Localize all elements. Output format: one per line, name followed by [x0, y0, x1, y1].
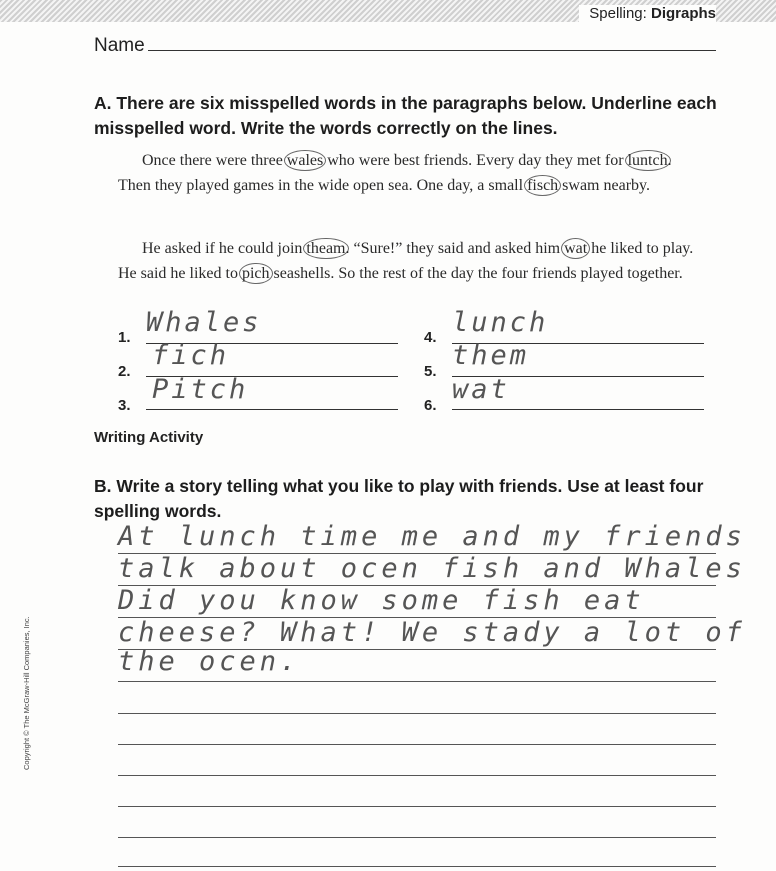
handwritten-story-line[interactable]: talk about ocen fish and Whales	[118, 553, 746, 584]
answer-line	[452, 409, 704, 410]
section-a-instruction: A. There are six misspelled words in the paragraphs below. Underline each misspelled word. Write the words correctly on the lines.	[94, 93, 717, 138]
header-subject: Spelling:	[589, 5, 647, 22]
misspelled-word: theam	[303, 238, 348, 259]
handwritten-story-line[interactable]: At lunch time me and my friends	[118, 521, 746, 552]
handwritten-answer[interactable]: them	[452, 340, 530, 371]
writing-line	[118, 806, 716, 807]
answer-number: 3.	[118, 397, 131, 414]
handwritten-answer[interactable]: lunch	[452, 307, 549, 338]
writing-line	[118, 713, 716, 714]
handwritten-answer[interactable]: Whales	[146, 307, 262, 338]
answer-line	[146, 409, 398, 410]
writing-line	[118, 775, 716, 776]
name-field-line	[148, 50, 716, 51]
answer-number: 4.	[424, 329, 437, 346]
writing-line	[118, 681, 716, 682]
writing-line	[118, 837, 716, 838]
story-paragraph-1: Once there were three wales who were best friends. Every day they met for luntch. Then they played games in the wide open sea. One day, a small fisch swam nearby.	[118, 152, 672, 194]
answer-number: 1.	[118, 329, 131, 346]
handwritten-answer[interactable]: fich	[152, 340, 230, 371]
page-header	[579, 5, 716, 22]
misspelled-word: wales	[284, 150, 326, 171]
writing-line	[118, 744, 716, 745]
misspelled-word: wat	[561, 238, 590, 259]
misspelled-word: luntch	[625, 150, 671, 171]
writing-activity-heading: Writing Activity	[94, 429, 204, 446]
copyright-notice: Copyright © The McGraw-Hill Companies, Inc.	[22, 616, 31, 770]
header-topic: Digraphs	[650, 5, 716, 22]
answer-number: 6.	[424, 397, 437, 414]
misspelled-word: fisch	[524, 175, 561, 196]
writing-line	[118, 866, 716, 867]
answer-number: 2.	[118, 363, 131, 380]
story-paragraph-2: He asked if he could join theam. “Sure!” they said and asked him wat he liked to play. He said he liked to pich seashells. So the rest of the day the four friends played together.	[118, 240, 694, 282]
section-b-instruction: B. Write a story telling what you like to play with friends. Use at least four spelling words.	[94, 476, 704, 521]
handwritten-story-line[interactable]: Did you know some fish eat	[118, 585, 645, 616]
answer-number: 5.	[424, 363, 437, 380]
misspelled-word: pich	[239, 263, 273, 284]
handwritten-answer[interactable]: Pitch	[152, 374, 249, 405]
handwritten-answer[interactable]: wat	[452, 374, 510, 405]
name-label: Name	[94, 35, 145, 56]
handwritten-story-line[interactable]: the ocen.	[118, 646, 301, 677]
handwritten-story-line[interactable]: cheese? What! We stady a lot of	[118, 617, 746, 648]
